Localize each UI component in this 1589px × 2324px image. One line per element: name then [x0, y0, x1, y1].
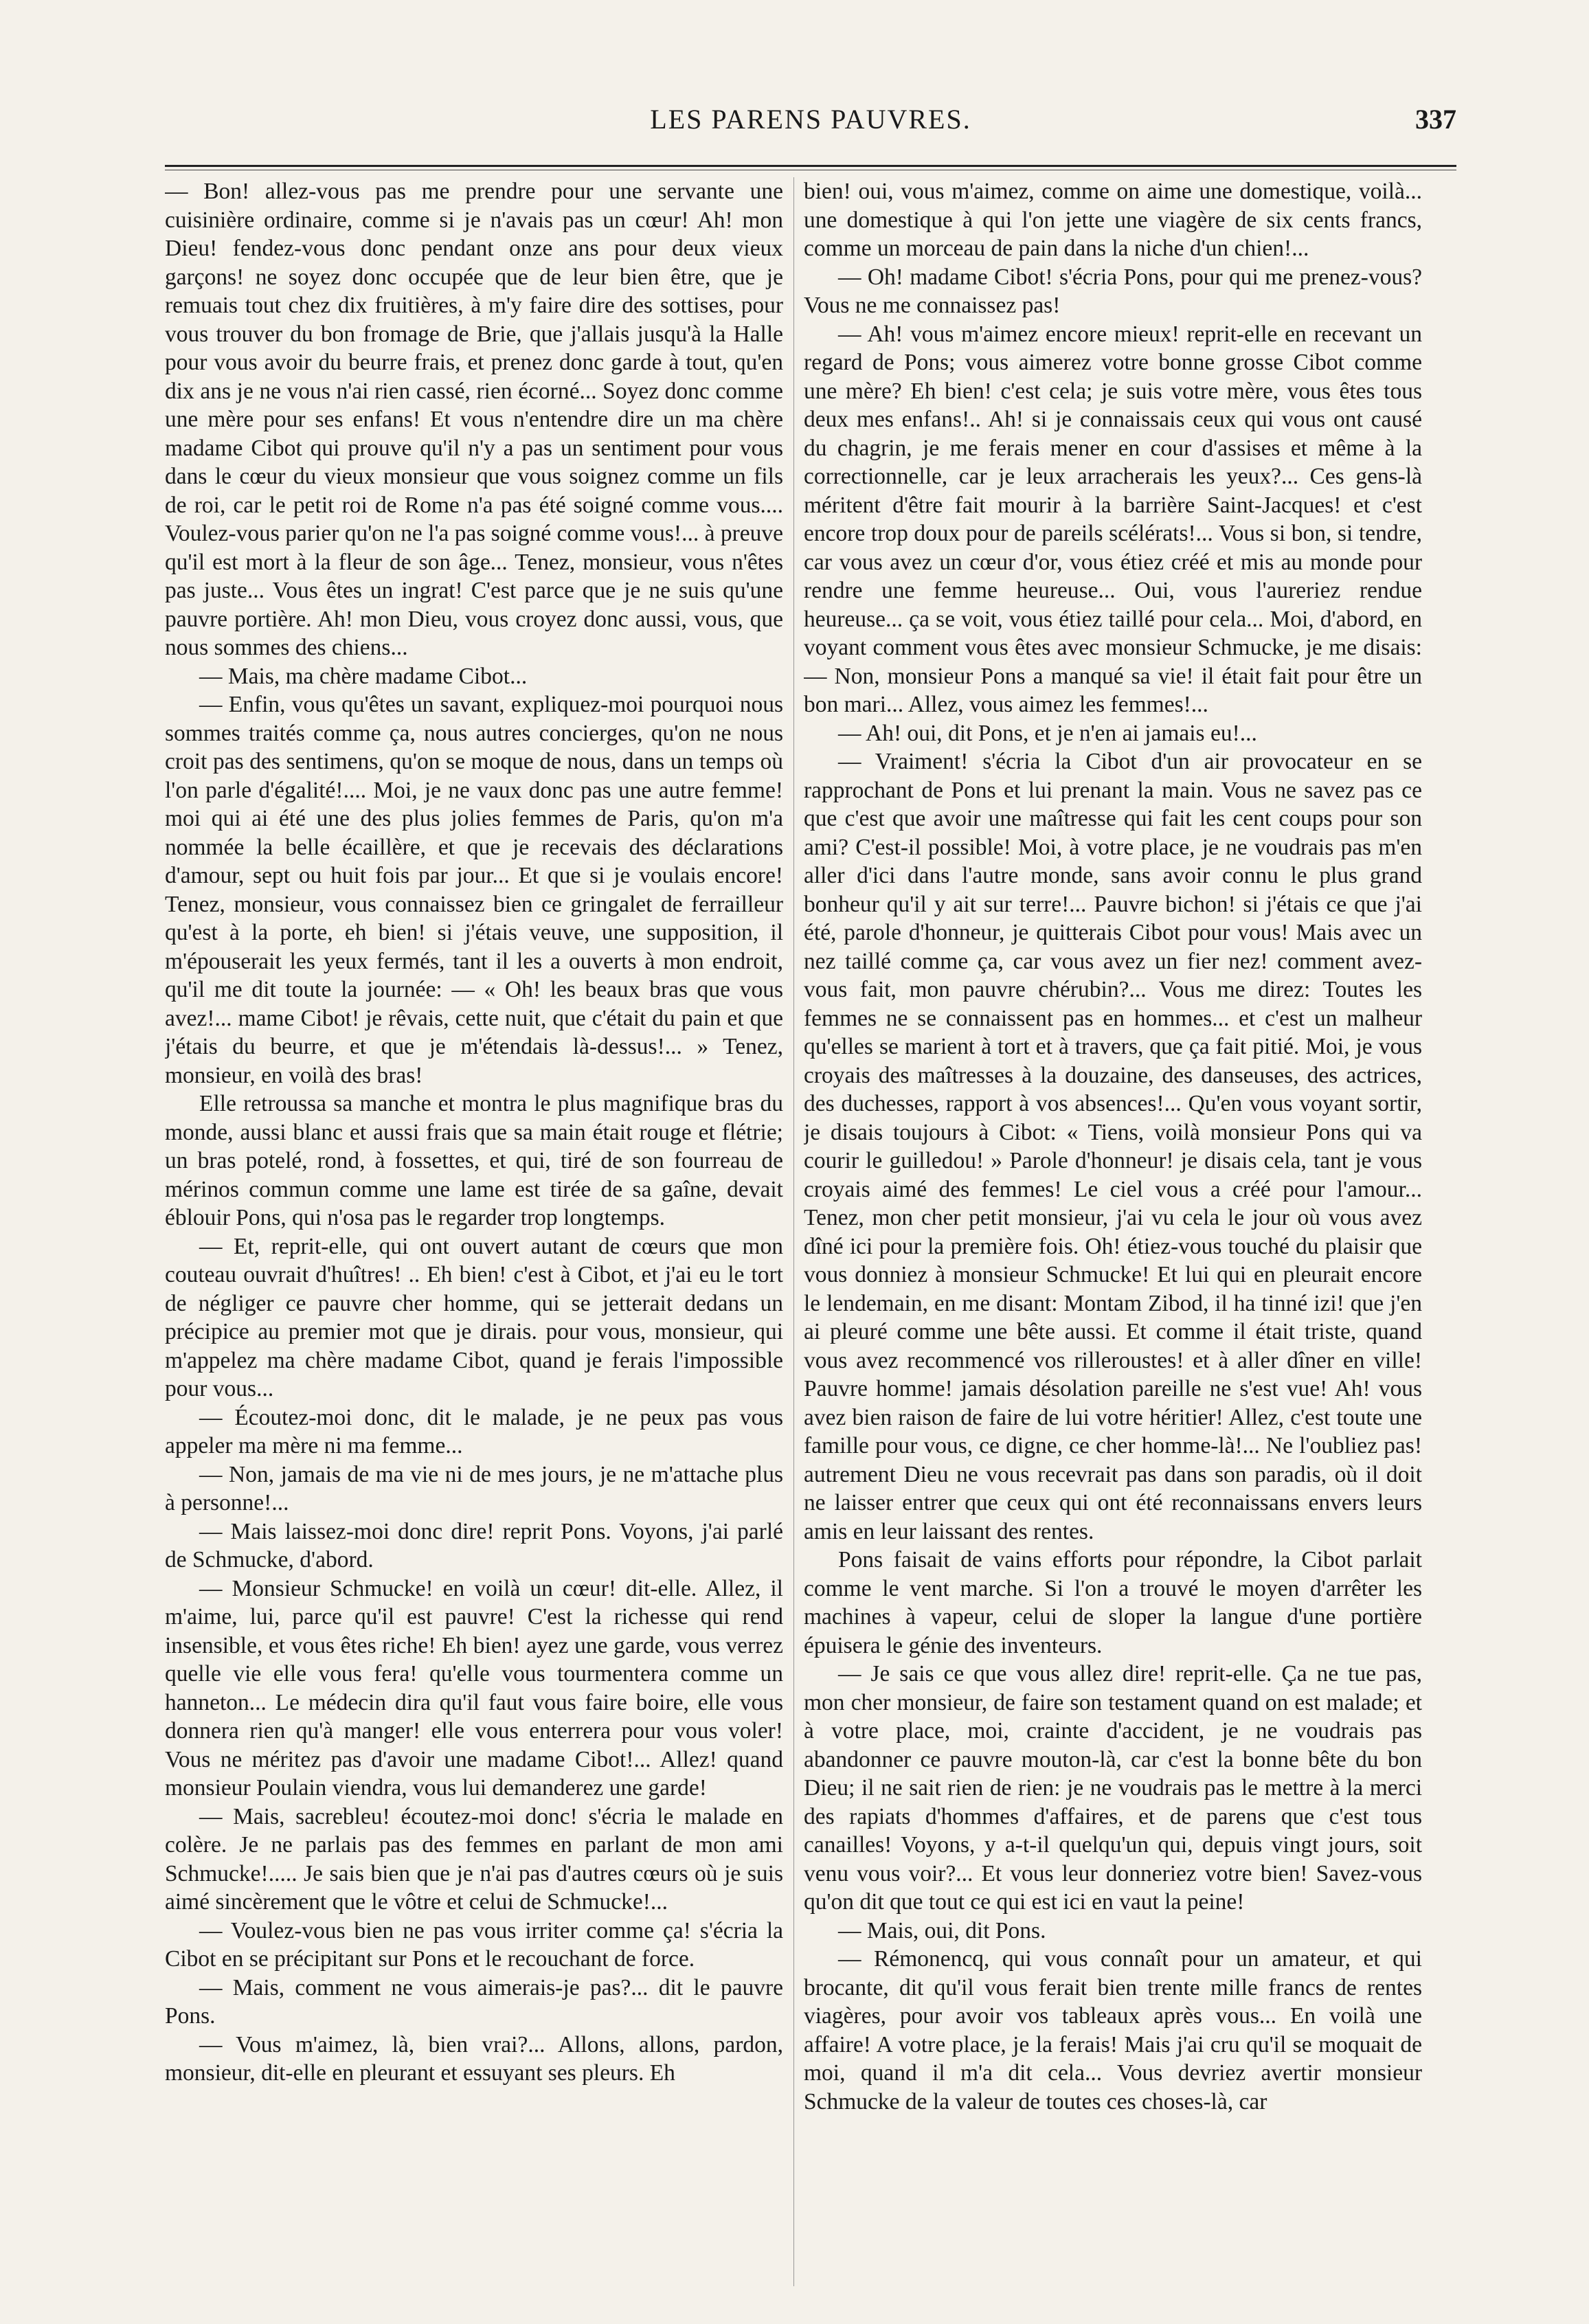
paragraph: — Je sais ce que vous allez dire! reprit-elle. Ça ne tue pas, mon cher monsieur, de faire son testament quand on est malade; et à votre place, moi, crainte d'accident, je ne voudrais pas abandonner ce pauvre mouton-là, car c'est la bonne bête du bon Dieu; il ne sait rien de rien: je ne voudrais pas le mettre à la merci des rapiats d'hommes d'affaires, et de parens que c'est tous canailles! Voyons, y a-t-il quelqu'un qui, depuis vingt jours, soit venu vous voir?... Et vous leur donneriez votre bien! Savez-vous qu'on dit que tout ce qui est ici en vaut la peine! — [804, 1661, 1422, 1915]
paragraph: — Mais, oui, dit Pons. — [838, 1917, 1046, 1943]
header-rule — [165, 165, 1456, 167]
paragraph: — Et, reprit-elle, qui ont ouvert autant de cœurs que mon couteau ouvrait d'huîtres! .. Eh bien! c'est à Cibot, et j'ai eu le tort de négliger ce pauvre cher homme, qui se jetterait dedans un précipice au premier mot que je dirais. pour vous, monsieur, qui m'appelez ma chère madame Cibot, quand je ferais l'impossible pour vous... — [165, 1233, 783, 1401]
paragraph: — Mais laissez-moi donc dire! reprit Pons. Voyons, j'ai parlé de Schmucke, d'abord. — [165, 1518, 783, 1572]
paragraph: — Mais, ma chère madame Cibot... — [199, 663, 528, 689]
page-number: 337 — [1415, 104, 1456, 135]
paragraph: — Enfin, vous qu'êtes un savant, expliquez-moi pourquoi nous sommes traités comme ça, nous autres concierges, qu'on ne nous croit pas des sentimens, qu'on se moque de nous, dans un temps où l'on parle d'égalité!.... Moi, je ne vaux donc pas une autre femme! moi qui ai été une des plus jolies femmes de Paris, qu'on m'a nommée la belle écaillère, et que je recevais des déclarations d'amour, sept ou huit fois par jour... Et que si je voulais encore! Tenez, monsieur, vous connaissez bien ce gringalet de ferrailleur qu'est à la porte, eh bien! si j'étais veuve, une supposition, il m'épouserait les yeux fermés, tant il les a ouverts à mon endroit, qu'il me dit toute la journée: — « Oh! les beaux bras que vous avez!... mame Cibot! je rêvais, cette nuit, que c'était du pain et que j'étais du beurre, et que je m'étendais là-dessus!... » Tenez, monsieur, en voilà des bras! — [165, 692, 783, 1088]
paragraph: — Monsieur Schmucke! en voilà un cœur! dit-elle. Allez, il m'aime, lui, parce qu'il est pauvre! C'est la richesse qui rend insensible, et vous êtes riche! Eh bien! ayez une garde, vous verrez quelle vie elle vous fera! qu'elle vous tourmentera comme un hanneton... Le médecin dira qu'il faut vous faire boire, elle vous donnera rien qu'à manger! elle vous enterrera pour vous voler! Vous ne méritez pas d'avoir une madame Cibot!... Allez! quand monsieur Poulain viendra, vous lui demanderez une garde! — [165, 1575, 783, 1801]
running-title: LES PARENS PAUVRES. — [650, 104, 971, 135]
paragraph: — Oh! madame Cibot! s'écria Pons, pour qui me prenez-vous? Vous ne me connaissez pas! — [804, 264, 1422, 318]
paragraph: — Bon! allez-vous pas me prendre pour une servante une cuisinière ordinaire, comme si je n'avais pas un cœur! Ah! mon Dieu! fendez-vous donc pendant onze ans pour deux vieux garçons! ne soyez donc occupée que de leur bien être, que je remuais tout chez dix fruitières, à m'y faire dire des sottises, pour vous trouver du bon fromage de Brie, que j'allais jusqu'à la Halle pour vous avoir du beurre frais, et prenez donc garde à tout, qu'en dix ans je ne vous n'ai rien cassé, rien écorné... Soyez donc comme une mère pour ses enfans! Et vous n'entendre dire un ma chère madame Cibot qui prouve qu'il n'y a pas un sentiment pour vous dans le cœur du vieux monsieur que vous soignez comme un fils de roi, car le petit roi de Rome n'a pas été soigné comme vous.... Voulez-vous parier qu'on ne l'a pas soigné comme vous!... à preuve qu'il est mort à la fleur de son âge... Tenez, monsieur, vous n'êtes pas juste... Vous êtes un ingrat! C'est parce que je ne suis qu'une pauvre portière. Ah! mon Dieu, vous croyez donc aussi, vous, que nous sommes des chiens... — [165, 179, 783, 660]
column-divider — [793, 177, 794, 2286]
paragraph: — Écoutez-moi donc, dit le malade, je ne peux pas vous appeler ma mère ni ma femme... — [165, 1404, 783, 1458]
paragraph: Pons faisait de vains efforts pour répondre, la Cibot parlait comme le vent marche. Si l'on a trouvé le moyen d'arrêter les machines à vapeur, celui de sloper la langue d'une portière épuisera le génie des inventeurs. — [804, 1547, 1422, 1658]
paragraph: — Vous m'aimez, là, bien vrai?... Allons, allons, pardon, monsieur, dit-elle en pleurant et essuyant ses pleurs. Eh — [165, 2031, 783, 2086]
paragraph: — Non, jamais de ma vie ni de mes jours, je ne m'attache plus à personne!... — [165, 1461, 783, 1515]
paragraph: — Mais, sacrebleu! écoutez-moi donc! s'écria le malade en colère. Je ne parlais pas des femmes en parlant de mon ami Schmucke!..... Je sais bien que je n'ai pas d'autres cœurs où je suis aimé sincèrement que le vôtre et celui de Schmucke!... — [165, 1803, 783, 1915]
paragraph: bien! oui, vous m'aimez, comme on aime une domestique, voilà... une domestique à qui l'on jette une viagère de six cents francs, comme un morceau de pain dans la niche d'un chien!... — [804, 179, 1422, 261]
paragraph: Elle retroussa sa manche et montra le plus magnifique bras du monde, aussi blanc et aussi frais que sa main était rouge et flétrie; un bras potelé, rond, à fossettes, et qui, tiré de son fourreau de mérinos commun comme une lame est tirée de sa gaîne, devait éblouir Pons, qui n'osa pas le regarder trop longtemps. — [165, 1091, 783, 1230]
paragraph: — Voulez-vous bien ne pas vous irriter comme ça! s'écria la Cibot en se précipitant sur Pons et le recouchant de force. — [165, 1917, 783, 1972]
paragraph: — Rémonencq, qui vous connaît pour un amateur, et qui brocante, dit qu'il vous ferait bien trente mille francs de rentes viagères, pour avoir vos tableaux après vous... En voilà une affaire! A votre place, je la ferais! Mais j'ai cru qu'il se moquait de moi, quand il m'a dit cela... Vous devriez avertir monsieur Schmucke de la valeur de toutes ces choses-là, car — [804, 1946, 1422, 2114]
paragraph: — Vraiment! s'écria la Cibot d'un air provocateur en se rapprochant de Pons et lui prenant la main. Vous ne savez pas ce que c'est que avoir une maîtresse qui fait les cent coups pour son ami? C'est-il possible! Moi, à votre place, je ne voudrais pas m'en aller d'ici dans l'autre monde, sans avoir connu le plus grand bonheur qu'il y ait sur terre!... Pauvre bichon! si j'étais ce que j'ai été, parole d'honneur, je quitterais Cibot pour vous! Mais avec un nez taillé comme ça, car vous avez un fier nez! comment avez-vous fait, mon pauvre chérubin?... Vous me direz: Toutes les femmes ne se connaissent pas en hommes... et c'est un malheur qu'elles se marient à tort et à travers, que ça fait pitié. Moi, je vous croyais des maîtresses à la douzaine, des danseuses, des actrices, des duchesses, rapport à vos absences!... Qu'en vous voyant sortir, je disais toujours à Cibot: « Tiens, voilà monsieur Pons qui va courir le guilledou! » Parole d'honneur! je disais cela, tant je vous croyais aimé des femmes! Le ciel vous a créé pour l'amour... Tenez, mon cher petit monsieur, j'ai vu cela le jour où vous avez dîné ici pour la première fois. Oh! étiez-vous touché du plaisir que vous donniez à monsieur Schmucke! Et lui qui en pleurait encore le lendemain, en me disant: Montam Zibod, il ha tinné izi! que j'en ai pleuré comme une bête aussi. Et comme il était triste, quand vous avez recommencé vos rilleroustes! et à aller dîner en ville! Pauvre homme! jamais désolation pareille ne s'est vue! Ah! vous avez bien raison de faire de lui votre héritier! Allez, c'est toute une famille pour vous, ce digne, ce cher homme-là!... Ne l'oubliez pas! autrement Dieu ne vous recevrait pas dans son paradis, où il doit ne laisser entrer que ceux qui ont été reconnaissans envers leurs amis en leur laissant des rentes. — [804, 749, 1422, 1544]
paragraph: — Ah! oui, dit Pons, et je n'en ai jamais eu!... — [838, 720, 1257, 746]
paragraph: — Ah! vous m'aimez encore mieux! reprit-elle en recevant un regard de Pons; vous aimerez votre bonne grosse Cibot comme une mère? Eh bien! c'est cela; je suis votre mère, vous êtes tous deux mes enfans!.. Ah! si je connaissais ceux qui vous ont causé du chagrin, je me ferais mener en cour d'assises et même à la correctionnelle, car je leux arracherais les yeux?... Ces gens-là méritent d'être fait mourir à la barrière Saint-Jacques! et c'est encore trop doux pour de pareils scélérats!... Vous si bon, si tendre, car vous avez un cœur d'or, vous étiez créé et mis au monde pour rendre une femme heureuse... Oui, vous l'aureriez rendue heureuse... ça se voit, vous étiez taillé pour cela... Moi, d'abord, en voyant comment vous êtes avec monsieur Schmucke, je me disais: — Non, monsieur Pons a manqué sa vie! il était fait pour être un bon mari... Allez, vous aimez les femmes!... — [804, 321, 1422, 717]
paragraph: — Mais, comment ne vous aimerais-je pas?... dit le pauvre Pons. — [165, 1974, 783, 2029]
left-column — [165, 177, 783, 2286]
page-header — [165, 103, 1456, 151]
right-column — [804, 177, 1422, 2286]
